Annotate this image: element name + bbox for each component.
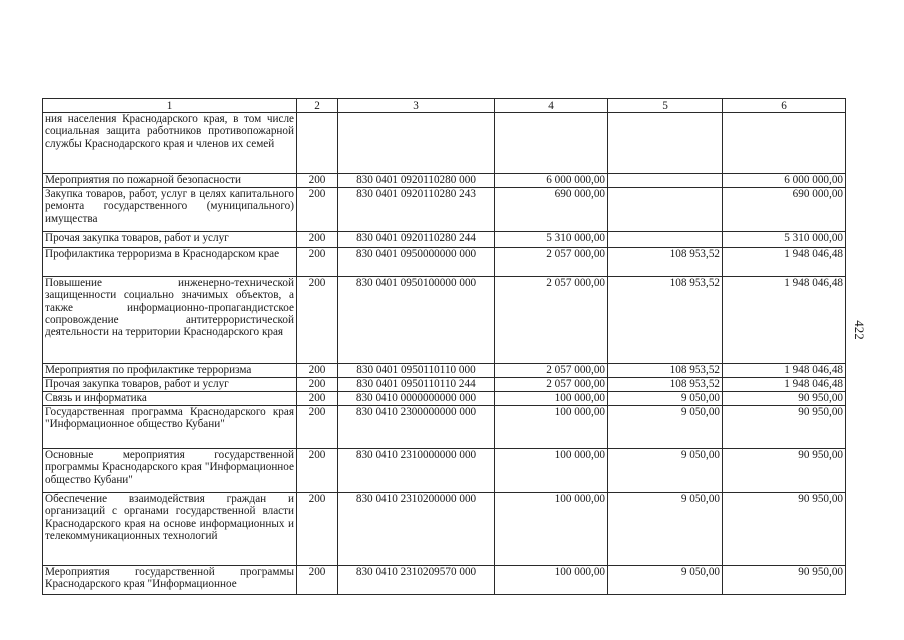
row-kvr [297,113,338,174]
row-name: Мероприятия по профилактике терроризма [43,364,297,378]
row-col4-value: 5 310 000,00 [495,232,608,248]
row-col5-value: 9 050,00 [608,566,723,595]
row-kvr: 200 [297,566,338,595]
row-code: 830 0401 0920110280 244 [338,232,495,248]
row-col4-value: 100 000,00 [495,406,608,449]
row-code: 830 0410 2310000000 000 [338,449,495,493]
page-number: 422 [852,320,867,340]
row-name: Закупка товаров, работ, услуг в целях капитального ремонта государственного (муниципального) имущества [43,188,297,232]
table-row [43,566,846,595]
row-col4-value: 100 000,00 [495,493,608,566]
row-code: 830 0401 0950110110 000 [338,364,495,378]
row-col4-value: 100 000,00 [495,449,608,493]
table-header [43,99,846,113]
row-col5-value [608,232,723,248]
row-name: Прочая закупка товаров, работ и услуг [43,232,297,248]
row-kvr: 200 [297,406,338,449]
row-col5-value: 108 953,52 [608,248,723,277]
table-row [43,174,846,188]
column-header-4: 4 [495,99,608,113]
row-col6-value: 90 950,00 [723,493,846,566]
row-col4-value: 100 000,00 [495,566,608,595]
row-col4-value [495,113,608,174]
row-col4-value: 2 057 000,00 [495,277,608,364]
table-row [43,378,846,392]
row-name: Прочая закупка товаров, работ и услуг [43,378,297,392]
row-code: 830 0401 0950000000 000 [338,248,495,277]
column-header-2: 2 [297,99,338,113]
table-row [43,113,846,174]
table-row [43,277,846,364]
row-name: Государственная программа Краснодарского края "Информационное общество Кубани" [43,406,297,449]
row-col4-value: 2 057 000,00 [495,378,608,392]
row-col5-value [608,113,723,174]
column-header-1: 1 [43,99,297,113]
row-kvr: 200 [297,378,338,392]
row-code: 830 0410 2310209570 000 [338,566,495,595]
row-col6-value: 5 310 000,00 [723,232,846,248]
table-row [43,493,846,566]
column-header-5: 5 [608,99,723,113]
row-col4-value: 2 057 000,00 [495,364,608,378]
table-row [43,449,846,493]
table-row [43,406,846,449]
row-col6-value: 1 948 046,48 [723,378,846,392]
row-col6-value: 690 000,00 [723,188,846,232]
row-kvr: 200 [297,493,338,566]
row-kvr: 200 [297,364,338,378]
row-col5-value [608,174,723,188]
row-code: 830 0401 0950110110 244 [338,378,495,392]
column-header-6: 6 [723,99,846,113]
table-body [43,113,846,595]
row-col4-value: 2 057 000,00 [495,248,608,277]
row-name: Мероприятия по пожарной безопасности [43,174,297,188]
row-name: Связь и информатика [43,392,297,406]
row-kvr: 200 [297,174,338,188]
row-col5-value: 9 050,00 [608,392,723,406]
row-name: Профилактика терроризма в Краснодарском крае [43,248,297,277]
row-col6-value: 6 000 000,00 [723,174,846,188]
row-code: 830 0410 0000000000 000 [338,392,495,406]
row-col6-value: 1 948 046,48 [723,248,846,277]
table-row [43,392,846,406]
row-kvr: 200 [297,248,338,277]
table-row [43,248,846,277]
row-col6-value [723,113,846,174]
row-col5-value: 108 953,52 [608,364,723,378]
row-col4-value: 100 000,00 [495,392,608,406]
row-code: 830 0410 2300000000 000 [338,406,495,449]
budget-table [42,98,846,595]
row-col6-value: 90 950,00 [723,449,846,493]
row-col5-value: 108 953,52 [608,277,723,364]
header-row [43,99,846,113]
table-row [43,364,846,378]
row-code: 830 0401 0920110280 000 [338,174,495,188]
row-name: Основные мероприятия государственной программы Краснодарского края "Информационное общество Кубани" [43,449,297,493]
column-header-3: 3 [338,99,495,113]
row-col6-value: 90 950,00 [723,392,846,406]
row-col5-value: 9 050,00 [608,493,723,566]
row-code [338,113,495,174]
row-col4-value: 690 000,00 [495,188,608,232]
row-name: Обеспечение взаимодействия граждан и организаций с органами государственной власти Краснодарского края на основе информационных и телекоммуникационных технологий [43,493,297,566]
row-code: 830 0401 0950100000 000 [338,277,495,364]
row-name: ния населения Краснодарского края, в том числе социальная защита работников противопожарной службы Краснодарского края и членов их семей [43,113,297,174]
row-col6-value: 90 950,00 [723,406,846,449]
row-col5-value: 9 050,00 [608,406,723,449]
row-col4-value: 6 000 000,00 [495,174,608,188]
table-row [43,232,846,248]
row-col5-value: 9 050,00 [608,449,723,493]
row-code: 830 0401 0920110280 243 [338,188,495,232]
row-name: Мероприятия государственной программы Краснодарского края "Информационное [43,566,297,595]
row-col6-value: 90 950,00 [723,566,846,595]
row-name: Повышение инженерно-технической защищенности социально значимых объектов, а также информационно-пропагандистское сопровождение антитеррористической деятельности на территории Краснодарского края [43,277,297,364]
row-col5-value: 108 953,52 [608,378,723,392]
row-kvr: 200 [297,232,338,248]
row-kvr: 200 [297,392,338,406]
row-col6-value: 1 948 046,48 [723,277,846,364]
row-kvr: 200 [297,449,338,493]
table-row [43,188,846,232]
row-col5-value [608,188,723,232]
row-kvr: 200 [297,277,338,364]
row-col6-value: 1 948 046,48 [723,364,846,378]
row-kvr: 200 [297,188,338,232]
row-code: 830 0410 2310200000 000 [338,493,495,566]
